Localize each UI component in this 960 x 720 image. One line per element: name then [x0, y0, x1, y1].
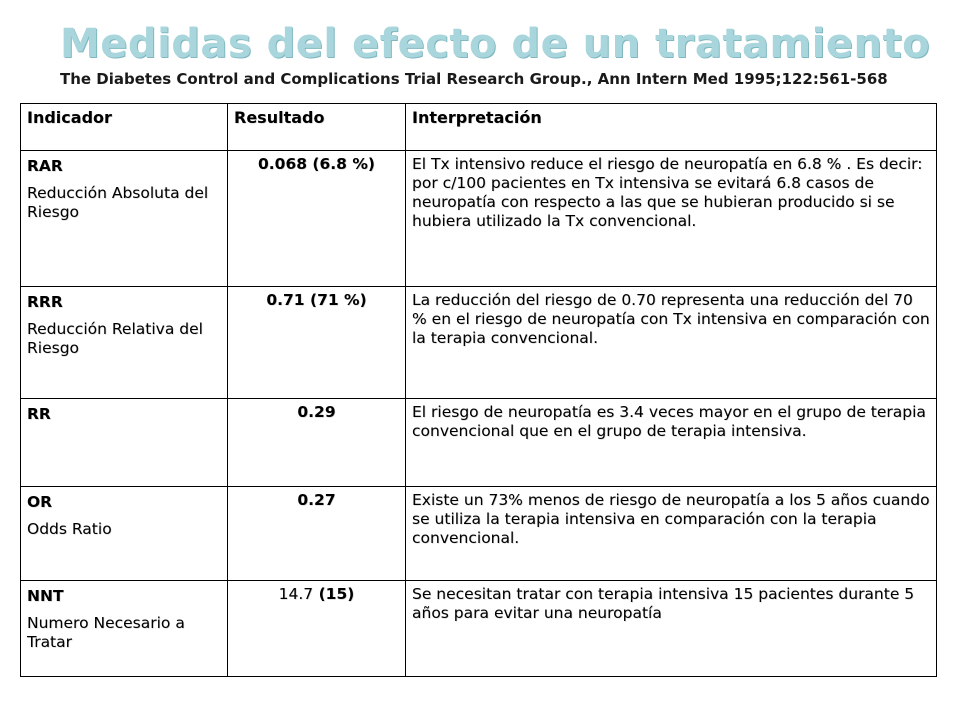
column-header-interpretacion: Interpretación	[406, 104, 937, 151]
result-value: 0.068 (6.8 %)	[228, 151, 406, 287]
interpretation-text: Se necesitan tratar con terapia intensiva 15 pacientes durante 5 años para evitar una neuropatía	[406, 581, 937, 677]
indicator-cell	[21, 581, 228, 677]
indicator-code: OR	[27, 493, 53, 511]
interpretation-text: El Tx intensivo reduce el riesgo de neuropatía en 6.8 % . Es decir: por c/100 pacientes en Tx intensiva se evitará 6.8 casos de neuropatía con respecto a las que se hubieran producido si se hubiera utilizado la Tx convencional.	[406, 151, 937, 287]
table-row-rr	[21, 399, 937, 487]
indicator-cell	[21, 487, 228, 581]
interpretation-text: La reducción del riesgo de 0.70 representa una reducción del 70 % en el riesgo de neuropatía con Tx intensiva en comparación con la terapia convencional.	[406, 287, 937, 399]
result-value-rounded: (15)	[318, 585, 355, 603]
indicator-name: Numero Necesario a Tratar	[27, 614, 185, 651]
indicator-name: Odds Ratio	[27, 520, 112, 538]
table-row-rar	[21, 151, 937, 287]
effect-measures-table	[20, 103, 937, 677]
citation-subtitle: The Diabetes Control and Complications Trial Research Group., Ann Intern Med 1995;122:561-568	[60, 70, 888, 88]
indicator-code: RRR	[27, 293, 63, 311]
column-header-indicador: Indicador	[21, 104, 228, 151]
indicator-name: Reducción Relativa del Riesgo	[27, 320, 203, 357]
result-value: 0.27	[228, 487, 406, 581]
interpretation-text: Existe un 73% menos de riesgo de neuropatía a los 5 años cuando se utiliza la terapia intensiva en comparación con la terapia convencional.	[406, 487, 937, 581]
indicator-code: RAR	[27, 157, 63, 175]
result-value	[228, 581, 406, 677]
result-value: 0.29	[228, 399, 406, 487]
result-value: 0.71 (71 %)	[228, 287, 406, 399]
table-header-row	[21, 104, 937, 151]
table-row-rrr	[21, 287, 937, 399]
interpretation-text: El riesgo de neuropatía es 3.4 veces mayor en el grupo de terapia convencional que en el grupo de terapia intensiva.	[406, 399, 937, 487]
page-title: Medidas del efecto de un tratamiento	[60, 21, 931, 67]
indicator-name: Reducción Absoluta del Riesgo	[27, 184, 209, 221]
indicator-code: NNT	[27, 587, 64, 605]
indicator-cell	[21, 287, 228, 399]
table-row-nnt	[21, 581, 937, 677]
result-value-exact: 14.7	[278, 585, 314, 603]
indicator-code: RR	[27, 405, 51, 423]
indicator-cell	[21, 399, 228, 487]
indicator-cell	[21, 151, 228, 287]
table-row-or	[21, 487, 937, 581]
column-header-resultado: Resultado	[228, 104, 406, 151]
